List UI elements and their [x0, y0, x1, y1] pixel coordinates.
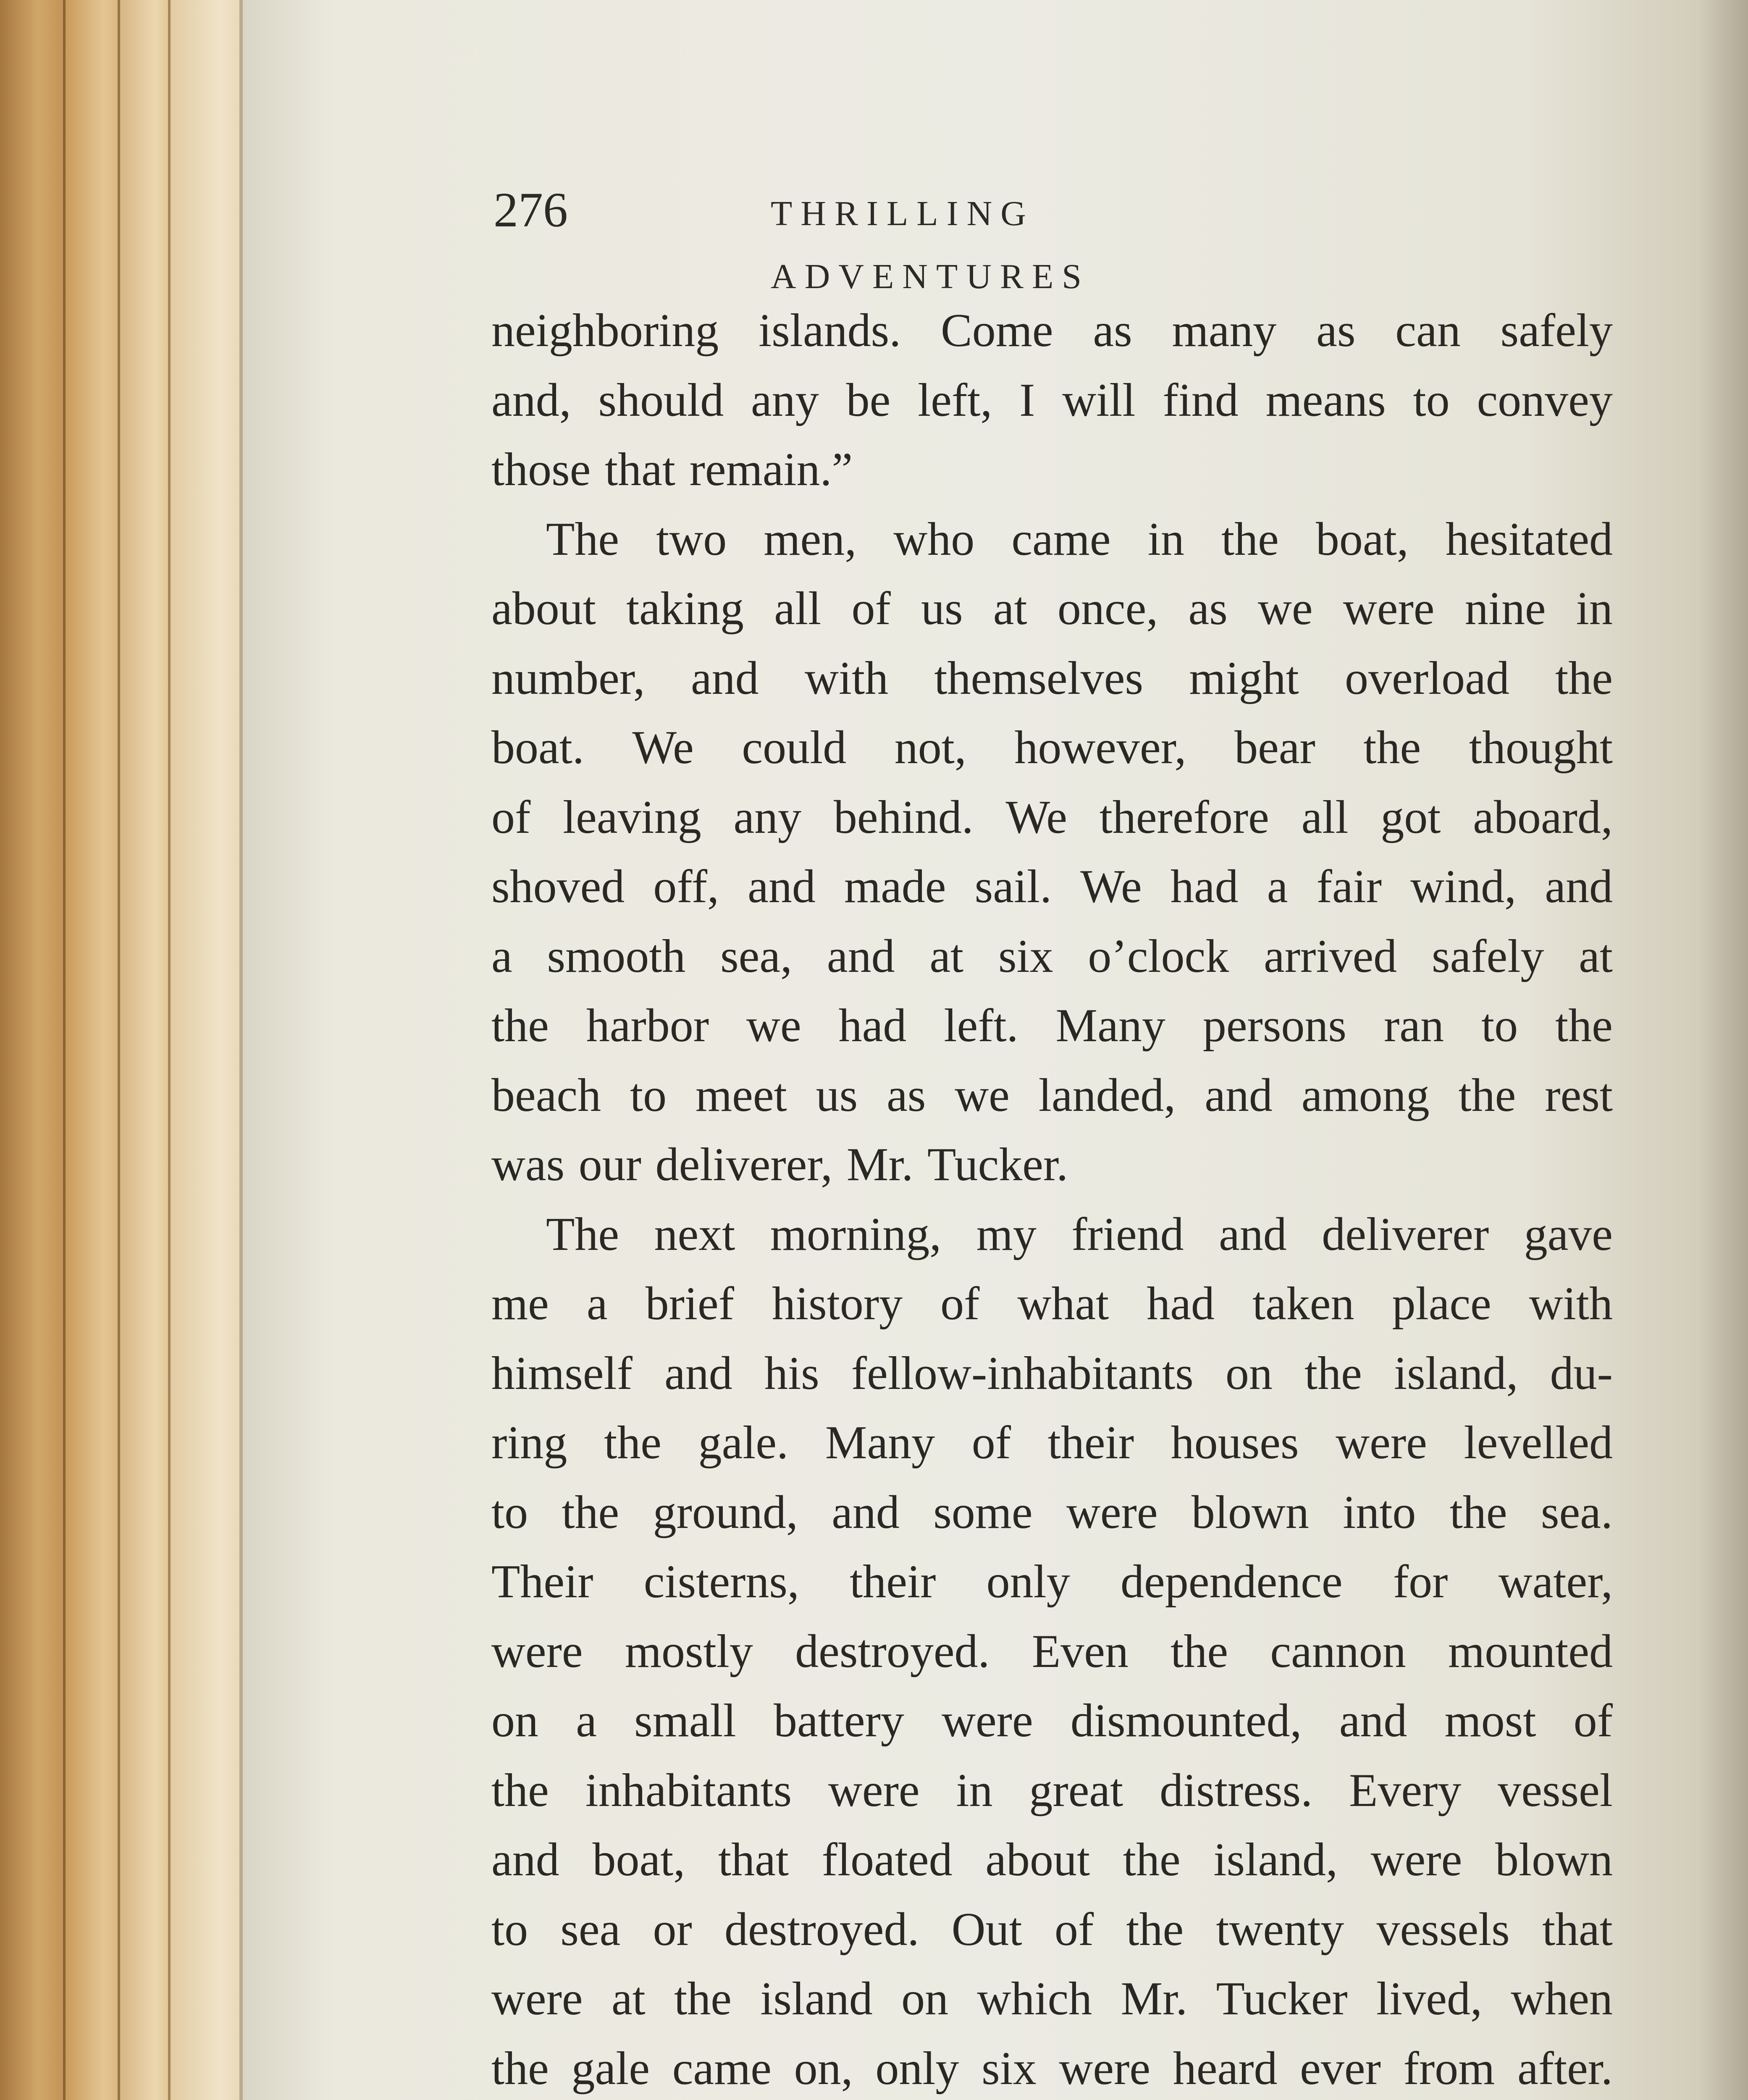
word: and: [832, 1486, 900, 1538]
word: had: [1147, 1278, 1215, 1330]
word: themselves: [934, 652, 1144, 704]
word: the: [1363, 722, 1421, 774]
word: and: [748, 861, 816, 913]
word: had: [1170, 861, 1239, 913]
word: I: [1019, 374, 1035, 426]
word: the: [1126, 1903, 1184, 1956]
text-line: [491, 1408, 1613, 1478]
word: could: [742, 722, 847, 774]
word: to: [491, 1486, 528, 1538]
word: six: [982, 2042, 1037, 2095]
text-line: [491, 991, 1613, 1061]
word: those: [491, 444, 591, 496]
word: ever: [1300, 2042, 1381, 2095]
word: were: [1059, 2042, 1151, 2095]
word: our: [578, 1139, 642, 1191]
word: any: [751, 374, 819, 426]
word: was: [491, 1139, 565, 1191]
word: which: [977, 1973, 1092, 2025]
word: only: [986, 1556, 1070, 1608]
word: place: [1392, 1278, 1491, 1330]
word: in: [1147, 513, 1184, 565]
word: we: [955, 1069, 1010, 1121]
word: leaving: [563, 791, 701, 843]
word: me: [491, 1278, 549, 1330]
word: heard: [1173, 2042, 1278, 2095]
word: had: [838, 1000, 907, 1052]
word: a: [576, 1695, 597, 1747]
word: sea.: [1541, 1486, 1613, 1538]
word: six: [998, 930, 1053, 982]
word: distress.: [1160, 1764, 1313, 1816]
word: shoved: [491, 861, 625, 913]
word: Many: [1055, 1000, 1165, 1052]
word: therefore: [1099, 791, 1269, 843]
text-line: [491, 505, 1613, 575]
word: any: [733, 791, 802, 843]
word: and: [690, 652, 759, 704]
text-line: [491, 713, 1613, 783]
word: gale: [571, 2042, 650, 2095]
word: on,: [794, 2042, 853, 2095]
word: got: [1381, 791, 1441, 843]
word: beach: [491, 1069, 601, 1121]
word: mostly: [625, 1625, 753, 1677]
word: on: [1225, 1347, 1273, 1399]
word: himself: [491, 1347, 633, 1399]
word: the: [491, 1764, 549, 1816]
word: dismounted,: [1070, 1695, 1302, 1747]
word: boat,: [1315, 513, 1409, 565]
word: blown: [1495, 1834, 1613, 1886]
word: to: [1413, 374, 1450, 426]
word: island,: [1213, 1834, 1338, 1886]
word: boat.: [491, 722, 584, 774]
text-line: [491, 852, 1613, 922]
word: water,: [1498, 1556, 1613, 1608]
word: arrived: [1264, 930, 1397, 982]
word: convey: [1477, 374, 1613, 426]
page-gutter-shadow: [1698, 0, 1748, 2100]
word: that: [718, 1834, 789, 1886]
word: islands.: [759, 304, 901, 357]
word: the: [1304, 1347, 1362, 1399]
word: sea,: [720, 930, 793, 982]
word: hesitated: [1445, 513, 1613, 565]
word: a: [491, 930, 512, 982]
text-line: [491, 1269, 1613, 1339]
word: the: [1555, 652, 1613, 704]
word: landed,: [1038, 1069, 1176, 1121]
word: were: [1370, 1834, 1462, 1886]
word: came: [1011, 513, 1111, 565]
word: and,: [491, 374, 571, 426]
word: sail.: [974, 861, 1052, 913]
word: We: [632, 722, 694, 774]
word: about: [985, 1834, 1090, 1886]
text-line: [491, 1478, 1613, 1548]
word: we: [746, 1000, 801, 1052]
word: only: [875, 2042, 959, 2095]
word: were: [1066, 1486, 1158, 1538]
word: a: [1267, 861, 1288, 913]
word: of: [1573, 1695, 1613, 1747]
word: at: [993, 583, 1027, 635]
running-title: THRILLING ADVENTURES: [771, 194, 1090, 296]
word: in: [1576, 583, 1613, 635]
page-edge: [0, 0, 63, 2100]
word: to: [491, 1903, 528, 1956]
text-line: [491, 1339, 1613, 1409]
word: as: [1188, 583, 1228, 635]
word: the: [604, 1417, 661, 1469]
word: and: [1205, 1069, 1273, 1121]
word: destroyed.: [724, 1903, 919, 1956]
word: to: [630, 1069, 667, 1121]
word: remain.”: [689, 444, 853, 496]
word: The: [546, 513, 619, 565]
word: us: [816, 1069, 858, 1121]
word: blown: [1191, 1486, 1309, 1538]
word: might: [1189, 652, 1299, 704]
text-line: [491, 1686, 1613, 1756]
word: find: [1163, 374, 1239, 426]
word: off,: [653, 861, 719, 913]
word: wind,: [1410, 861, 1517, 913]
word: many: [1172, 304, 1277, 357]
text-line: [491, 435, 1613, 505]
word: the: [1221, 513, 1279, 565]
word: harbor: [586, 1000, 709, 1052]
word: with: [1529, 1278, 1613, 1330]
word: and: [1339, 1695, 1407, 1747]
word: taken: [1252, 1278, 1354, 1330]
word: deliverer,: [655, 1139, 833, 1191]
word: deliverer: [1322, 1208, 1489, 1260]
word: of: [940, 1278, 980, 1330]
word: some: [933, 1486, 1033, 1538]
word: or: [653, 1903, 692, 1956]
word: ring: [491, 1417, 567, 1469]
word: their: [850, 1556, 936, 1608]
text-line: [491, 2034, 1613, 2100]
word: what: [1017, 1278, 1109, 1330]
word: made: [844, 861, 946, 913]
word: cisterns,: [643, 1556, 799, 1608]
word: du-: [1550, 1347, 1613, 1399]
word: a: [586, 1278, 608, 1330]
word: men,: [764, 513, 857, 565]
page-edge: [63, 0, 120, 2100]
word: Come: [941, 304, 1053, 357]
word: thought: [1469, 722, 1613, 774]
text-line: [491, 366, 1613, 436]
word: Tucker: [1216, 1973, 1348, 2025]
word: as: [1093, 304, 1132, 357]
word: most: [1444, 1695, 1536, 1747]
word: came: [672, 2042, 772, 2095]
word: o’clock: [1088, 930, 1229, 982]
page-edge: [118, 0, 171, 2100]
word: left,: [918, 374, 992, 426]
word: smooth: [547, 930, 686, 982]
word: on: [491, 1695, 538, 1747]
page-number: 276: [493, 182, 568, 237]
word: however,: [1014, 722, 1186, 774]
word: that: [1542, 1903, 1613, 1956]
text-line: [491, 1130, 1613, 1200]
word: will: [1062, 374, 1136, 426]
word: rest: [1545, 1069, 1613, 1121]
word: were: [491, 1625, 583, 1677]
word: as: [887, 1069, 926, 1121]
word: and: [1545, 861, 1613, 913]
word: Many: [825, 1417, 935, 1469]
word: The: [546, 1208, 619, 1260]
word: behind.: [833, 791, 974, 843]
word: number,: [491, 652, 645, 704]
word: not,: [894, 722, 966, 774]
word: at: [1579, 930, 1613, 982]
text-line: [491, 1617, 1613, 1687]
word: once,: [1057, 583, 1158, 635]
word: fellow-inhabitants: [851, 1347, 1194, 1399]
word: the: [491, 1000, 549, 1052]
word: battery: [773, 1695, 904, 1747]
word: two: [656, 513, 727, 565]
word: Mr.: [846, 1139, 913, 1191]
word: Mr.: [1121, 1973, 1188, 2025]
word: island: [760, 1973, 873, 2025]
word: vessel: [1498, 1764, 1613, 1816]
word: Their: [491, 1556, 593, 1608]
word: nine: [1465, 583, 1546, 635]
word: at: [611, 1973, 646, 2025]
page-edge: [168, 0, 242, 2100]
running-head: [493, 176, 1367, 296]
word: means: [1265, 374, 1386, 426]
word: the: [674, 1973, 732, 2025]
word: the: [1449, 1486, 1507, 1538]
word: meet: [696, 1069, 787, 1121]
word: next: [654, 1208, 735, 1260]
word: my: [976, 1208, 1037, 1260]
text-line: [491, 1200, 1613, 1270]
word: the: [562, 1486, 619, 1538]
word: gave: [1524, 1208, 1613, 1260]
word: friend: [1071, 1208, 1184, 1260]
word: of: [971, 1417, 1011, 1469]
word: were: [1336, 1417, 1427, 1469]
word: Even: [1031, 1625, 1129, 1677]
word: mounted: [1448, 1625, 1613, 1677]
word: ground,: [653, 1486, 798, 1538]
word: as: [1316, 304, 1356, 357]
word: from: [1403, 2042, 1495, 2095]
word: morning,: [770, 1208, 942, 1260]
word: to: [1481, 1000, 1518, 1052]
word: the: [1555, 1000, 1613, 1052]
word: Every: [1349, 1764, 1462, 1816]
word: on: [901, 1973, 949, 2025]
text-line: [491, 922, 1613, 992]
word: the: [491, 2042, 549, 2095]
word: at: [929, 930, 964, 982]
word: and: [664, 1347, 732, 1399]
word: boat,: [592, 1834, 685, 1886]
word: bear: [1234, 722, 1315, 774]
text-line: [491, 1061, 1613, 1131]
word: of: [1054, 1903, 1094, 1956]
word: brief: [645, 1278, 734, 1330]
word: taking: [626, 583, 744, 635]
word: sea: [560, 1903, 621, 1956]
text-line: [491, 1547, 1613, 1617]
text-line: [491, 1895, 1613, 1965]
word: should: [598, 374, 724, 426]
word: houses: [1171, 1417, 1299, 1469]
word: his: [764, 1347, 819, 1399]
word: and: [491, 1834, 559, 1886]
word: overload: [1344, 652, 1509, 704]
word: great: [1029, 1764, 1123, 1816]
word: that: [605, 444, 675, 496]
word: were: [1343, 583, 1435, 635]
word: lived,: [1376, 1973, 1482, 2025]
word: can: [1395, 304, 1461, 357]
word: left.: [944, 1000, 1018, 1052]
word: were: [828, 1764, 920, 1816]
text-line: [491, 296, 1613, 366]
word: inhabitants: [585, 1764, 792, 1816]
word: who: [893, 513, 975, 565]
word: neighboring: [491, 304, 719, 357]
word: of: [491, 791, 531, 843]
body-text: [491, 296, 1613, 2100]
word: persons: [1202, 1000, 1346, 1052]
word: gale.: [698, 1417, 789, 1469]
word: destroyed.: [795, 1625, 990, 1677]
word: safely: [1431, 930, 1544, 982]
word: safely: [1500, 304, 1613, 357]
text-line: [491, 644, 1613, 714]
word: the: [1123, 1834, 1181, 1886]
word: be: [846, 374, 891, 426]
word: island,: [1394, 1347, 1518, 1399]
text-line: [491, 783, 1613, 853]
word: when: [1511, 1973, 1613, 2025]
word: Out: [951, 1903, 1022, 1956]
text-line: [491, 1964, 1613, 2034]
word: fair: [1316, 861, 1382, 913]
word: into: [1343, 1486, 1416, 1538]
word: vessels: [1376, 1903, 1510, 1956]
word: history: [772, 1278, 903, 1330]
word: with: [804, 652, 889, 704]
word: and: [1219, 1208, 1287, 1260]
word: twenty: [1216, 1903, 1344, 1956]
text-line: [491, 574, 1613, 644]
text-line: [491, 1756, 1613, 1826]
word: all: [774, 583, 822, 635]
word: dependence: [1121, 1556, 1343, 1608]
word: were: [491, 1973, 583, 2025]
word: their: [1047, 1417, 1134, 1469]
word: floated: [822, 1834, 953, 1886]
word: the: [1171, 1625, 1228, 1677]
word: after.: [1517, 2042, 1613, 2095]
word: Tucker.: [927, 1139, 1068, 1191]
word: the: [1458, 1069, 1516, 1121]
word: We: [1080, 861, 1142, 913]
word: aboard,: [1473, 791, 1613, 843]
word: all: [1301, 791, 1349, 843]
word: of: [851, 583, 891, 635]
word: about: [491, 583, 596, 635]
text-line: [491, 1825, 1613, 1895]
word: were: [942, 1695, 1033, 1747]
word: We: [1005, 791, 1067, 843]
word: among: [1301, 1069, 1430, 1121]
word: levelled: [1464, 1417, 1613, 1469]
word: ran: [1383, 1000, 1444, 1052]
word: small: [634, 1695, 736, 1747]
word: us: [921, 583, 963, 635]
word: cannon: [1270, 1625, 1406, 1677]
word: in: [956, 1764, 993, 1816]
word: we: [1258, 583, 1313, 635]
word: for: [1393, 1556, 1448, 1608]
word: and: [827, 930, 895, 982]
